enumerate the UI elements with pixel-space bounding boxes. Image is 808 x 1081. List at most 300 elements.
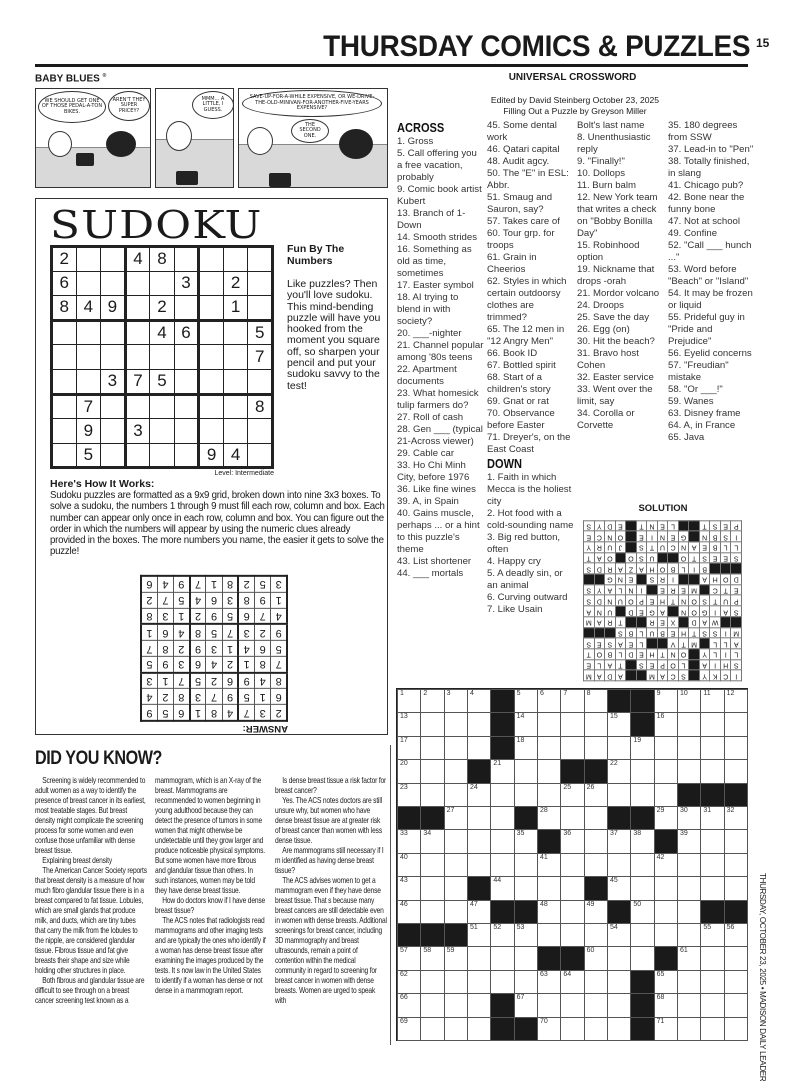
- crossword-cell[interactable]: [537, 993, 561, 1017]
- clue-number: 29: [656, 807, 665, 814]
- crossword-cell[interactable]: [444, 783, 468, 807]
- crossword-cell[interactable]: [724, 923, 748, 947]
- crossword-cell[interactable]: [467, 806, 491, 830]
- sudoku-cell[interactable]: 4: [150, 320, 175, 345]
- crossword-cell[interactable]: [584, 689, 608, 713]
- crossword-cell[interactable]: [630, 853, 654, 877]
- crossword-cell[interactable]: [607, 759, 631, 783]
- crossword-cell[interactable]: [420, 993, 444, 1017]
- crossword-cell[interactable]: [420, 712, 444, 736]
- sudoku-cell[interactable]: [199, 394, 224, 419]
- crossword-cell[interactable]: [607, 946, 631, 970]
- crossword-cell[interactable]: [654, 853, 678, 877]
- crossword-cell[interactable]: [420, 783, 444, 807]
- solution-black-cell: [689, 574, 700, 585]
- sudoku-cell[interactable]: [52, 394, 77, 419]
- solution-cell: B: [710, 531, 721, 542]
- crossword-cell[interactable]: [724, 1017, 748, 1041]
- sudoku-cell[interactable]: [174, 394, 199, 419]
- crossword-cell[interactable]: [560, 1017, 584, 1041]
- crossword-cell[interactable]: [444, 759, 468, 783]
- sudoku-cell[interactable]: 8: [52, 296, 77, 321]
- crossword-cell[interactable]: [467, 689, 491, 713]
- crossword-cell[interactable]: [560, 736, 584, 760]
- solution-black-cell: [636, 670, 647, 681]
- crossword-cell[interactable]: [514, 993, 538, 1017]
- sudoku-cell[interactable]: [174, 247, 199, 272]
- crossword-cell[interactable]: [654, 806, 678, 830]
- clue-number: 24: [470, 783, 478, 791]
- sudoku-cell[interactable]: [248, 271, 273, 296]
- solution-cell: I: [636, 585, 647, 596]
- crossword-cell[interactable]: [724, 759, 748, 783]
- crossword-cell[interactable]: [397, 829, 421, 853]
- crossword-cell[interactable]: [724, 970, 748, 994]
- sudoku-cell[interactable]: [125, 320, 150, 345]
- crossword-cell[interactable]: [584, 853, 608, 877]
- crossword-cell[interactable]: [700, 853, 724, 877]
- clue-number: 18: [516, 736, 525, 744]
- crossword-cell[interactable]: [630, 783, 654, 807]
- sudoku-cell[interactable]: [174, 345, 199, 370]
- crossword-cell[interactable]: [724, 712, 748, 736]
- sudoku-cell[interactable]: 2: [52, 247, 77, 272]
- crossword-cell[interactable]: [537, 806, 561, 830]
- sudoku-cell[interactable]: [174, 443, 199, 468]
- crossword-cell[interactable]: [724, 829, 748, 853]
- crossword-cell[interactable]: [444, 1017, 468, 1041]
- crossword-cell[interactable]: [560, 923, 584, 947]
- crossword-cell[interactable]: [654, 712, 678, 736]
- crossword-cell[interactable]: [467, 829, 491, 853]
- crossword-cell[interactable]: [677, 1017, 701, 1041]
- sudoku-cell[interactable]: 3: [174, 271, 199, 296]
- crossword-cell[interactable]: [397, 736, 421, 760]
- sudoku-cell[interactable]: [101, 320, 126, 345]
- clue-number: 44: [493, 877, 502, 885]
- sudoku-cell[interactable]: [174, 296, 199, 321]
- sudoku-cell[interactable]: [248, 296, 273, 321]
- sudoku-cell[interactable]: [52, 369, 77, 394]
- sudoku-cell[interactable]: 7: [125, 369, 150, 394]
- crossword-cell[interactable]: [467, 923, 491, 947]
- crossword-cell[interactable]: [700, 806, 724, 830]
- sudoku-cell[interactable]: [101, 394, 126, 419]
- crossword-cell[interactable]: [467, 993, 491, 1017]
- crossword-cell[interactable]: [537, 853, 561, 877]
- sudoku-cell[interactable]: 4: [125, 247, 150, 272]
- crossword-cell[interactable]: [467, 783, 491, 807]
- crossword-cell[interactable]: [420, 900, 444, 924]
- crossword-cell[interactable]: [467, 970, 491, 994]
- sudoku-cell[interactable]: 7: [248, 345, 273, 370]
- sudoku-cell[interactable]: [76, 247, 101, 272]
- crossword-cell[interactable]: [514, 970, 538, 994]
- solution-cell: S: [678, 670, 689, 681]
- sudoku-cell[interactable]: [125, 345, 150, 370]
- crossword-cell[interactable]: [630, 876, 654, 900]
- crossword-cell[interactable]: [584, 970, 608, 994]
- sudoku-cell[interactable]: [52, 345, 77, 370]
- crossword-cell[interactable]: [724, 993, 748, 1017]
- crossword-cell[interactable]: [654, 1017, 678, 1041]
- sudoku-cell[interactable]: [150, 394, 175, 419]
- crossword-cell[interactable]: [700, 876, 724, 900]
- sudoku-cell[interactable]: [199, 369, 224, 394]
- crossword-cell[interactable]: [397, 759, 421, 783]
- crossword-cell[interactable]: [397, 853, 421, 877]
- crossword-cell[interactable]: [654, 993, 678, 1017]
- crossword-cell[interactable]: [560, 876, 584, 900]
- crossword-cell[interactable]: [654, 759, 678, 783]
- sudoku-cell[interactable]: [52, 443, 77, 468]
- answer-cell: 9: [206, 608, 222, 624]
- clue: 29. Cable car: [397, 448, 455, 459]
- crossword-cell[interactable]: [537, 1017, 561, 1041]
- crossword-cell[interactable]: [490, 970, 514, 994]
- sudoku-cell[interactable]: [76, 345, 101, 370]
- crossword-cell[interactable]: [467, 712, 491, 736]
- crossword-cell[interactable]: [630, 900, 654, 924]
- crossword-cell[interactable]: [514, 946, 538, 970]
- crossword-cell[interactable]: [677, 970, 701, 994]
- crossword-cell[interactable]: [724, 876, 748, 900]
- sudoku-cell[interactable]: [76, 271, 101, 296]
- crossword-cell[interactable]: [584, 829, 608, 853]
- crossword-cell[interactable]: [537, 759, 561, 783]
- sudoku-cell[interactable]: 9: [101, 296, 126, 321]
- crossword-cell[interactable]: [397, 993, 421, 1017]
- crossword-cell[interactable]: [584, 806, 608, 830]
- crossword-cell[interactable]: [420, 970, 444, 994]
- solution-black-cell: [699, 638, 710, 649]
- crossword-cell[interactable]: [420, 946, 444, 970]
- crossword-cell[interactable]: [607, 876, 631, 900]
- crossword-cell[interactable]: [654, 970, 678, 994]
- sudoku-cell[interactable]: [199, 320, 224, 345]
- crossword-cell[interactable]: [514, 712, 538, 736]
- crossword-cell[interactable]: [607, 783, 631, 807]
- answer-cell: 5: [271, 640, 287, 656]
- crossword-cell[interactable]: [630, 829, 654, 853]
- sudoku-cell[interactable]: 2: [223, 271, 248, 296]
- crossword-cell[interactable]: [724, 853, 748, 877]
- sudoku-cell[interactable]: [101, 247, 126, 272]
- sudoku-cell[interactable]: 2: [150, 296, 175, 321]
- sudoku-cell[interactable]: [248, 419, 273, 444]
- crossword-cell[interactable]: [677, 993, 701, 1017]
- crossword-cell[interactable]: [444, 946, 468, 970]
- sudoku-cell[interactable]: [199, 345, 224, 370]
- clue-number: 63: [540, 970, 548, 978]
- sudoku-cell[interactable]: [223, 394, 248, 419]
- crossword-cell[interactable]: [630, 759, 654, 783]
- crossword-cell[interactable]: [654, 783, 678, 807]
- sudoku-cell[interactable]: [223, 320, 248, 345]
- solution-black-cell: [647, 638, 658, 649]
- crossword-cell[interactable]: [654, 689, 678, 713]
- sudoku-cell[interactable]: [76, 320, 101, 345]
- sudoku-cell[interactable]: [125, 443, 150, 468]
- crossword-cell[interactable]: [584, 1017, 608, 1041]
- crossword-cell[interactable]: [677, 853, 701, 877]
- crossword-cell[interactable]: [654, 900, 678, 924]
- crossword-cell[interactable]: [630, 923, 654, 947]
- answer-cell: 2: [190, 608, 206, 624]
- crossword-cell[interactable]: [444, 736, 468, 760]
- crossword-cell[interactable]: [537, 712, 561, 736]
- crossword-cell[interactable]: [607, 829, 631, 853]
- crossword-cell[interactable]: [560, 970, 584, 994]
- sudoku-cell[interactable]: [52, 320, 77, 345]
- crossword-cell[interactable]: [654, 923, 678, 947]
- sudoku-cell[interactable]: 3: [101, 369, 126, 394]
- crossword-cell[interactable]: [677, 736, 701, 760]
- sudoku-cell[interactable]: 8: [150, 247, 175, 272]
- crossword-cell[interactable]: [677, 689, 701, 713]
- crossword-cell[interactable]: [514, 759, 538, 783]
- crossword-cell[interactable]: [677, 900, 701, 924]
- sudoku-cell[interactable]: 4: [76, 296, 101, 321]
- sudoku-cell[interactable]: 9: [76, 419, 101, 444]
- crossword-cell[interactable]: [537, 736, 561, 760]
- crossword-cell[interactable]: [560, 993, 584, 1017]
- crossword-cell[interactable]: [677, 923, 701, 947]
- crossword-cell[interactable]: [677, 829, 701, 853]
- sudoku-cell[interactable]: [76, 369, 101, 394]
- crossword-cell[interactable]: [444, 689, 468, 713]
- solution-cell: A: [720, 606, 731, 617]
- crossword-cell[interactable]: [490, 923, 514, 947]
- sudoku-cell[interactable]: 9: [199, 443, 224, 468]
- crossword-cell[interactable]: [677, 759, 701, 783]
- crossword-cell[interactable]: [514, 736, 538, 760]
- crossword-cell[interactable]: [700, 759, 724, 783]
- crossword-cell[interactable]: [397, 783, 421, 807]
- crossword-cell[interactable]: [514, 876, 538, 900]
- crossword-cell[interactable]: [537, 689, 561, 713]
- crossword-cell[interactable]: [537, 970, 561, 994]
- crossword-cell[interactable]: [397, 946, 421, 970]
- crossword-cell[interactable]: [537, 876, 561, 900]
- crossword-cell[interactable]: [467, 1017, 491, 1041]
- crossword-cell[interactable]: [467, 946, 491, 970]
- crossword-cell[interactable]: [700, 736, 724, 760]
- answer-cell: 8: [190, 624, 206, 640]
- crossword-cell[interactable]: [490, 759, 514, 783]
- crossword-cell[interactable]: [607, 736, 631, 760]
- crossword-cell[interactable]: [700, 970, 724, 994]
- crossword-cell[interactable]: [514, 923, 538, 947]
- crossword-cell[interactable]: [397, 1017, 421, 1041]
- sudoku-cell[interactable]: [248, 369, 273, 394]
- crossword-cell[interactable]: [724, 806, 748, 830]
- crossword-cell[interactable]: [724, 689, 748, 713]
- sudoku-cell[interactable]: [125, 296, 150, 321]
- crossword-cell[interactable]: [490, 806, 514, 830]
- solution-cell: H: [657, 595, 668, 606]
- crossword-cell[interactable]: [654, 736, 678, 760]
- crossword-cell[interactable]: [444, 993, 468, 1017]
- crossword-cell[interactable]: [700, 1017, 724, 1041]
- crossword-cell[interactable]: [700, 712, 724, 736]
- crossword-cell[interactable]: [467, 853, 491, 877]
- crossword-cell[interactable]: [584, 993, 608, 1017]
- crossword-cell[interactable]: [677, 712, 701, 736]
- sudoku-cell[interactable]: 5: [150, 369, 175, 394]
- solution-cell: E: [636, 606, 647, 617]
- clue-number: 32: [726, 807, 735, 814]
- solution-row: [584, 574, 742, 585]
- solution-black-cell: [678, 574, 689, 585]
- crossword-cell[interactable]: [397, 900, 421, 924]
- crossword-cell[interactable]: [560, 900, 584, 924]
- crossword-cell[interactable]: [560, 783, 584, 807]
- crossword-cell[interactable]: [420, 829, 444, 853]
- sudoku-cell[interactable]: [223, 345, 248, 370]
- crossword-cell[interactable]: [584, 900, 608, 924]
- sudoku-cell[interactable]: [150, 345, 175, 370]
- crossword-cell[interactable]: [444, 900, 468, 924]
- crossword-cell[interactable]: [607, 970, 631, 994]
- sudoku-cell[interactable]: [150, 419, 175, 444]
- sudoku-cell[interactable]: [248, 443, 273, 468]
- sudoku-cell[interactable]: [174, 369, 199, 394]
- crossword-cell[interactable]: [537, 783, 561, 807]
- sudoku-cell[interactable]: [52, 419, 77, 444]
- sudoku-cell[interactable]: 6: [174, 320, 199, 345]
- crossword-cell[interactable]: [490, 946, 514, 970]
- crossword-cell[interactable]: [397, 689, 421, 713]
- crossword-cell[interactable]: [560, 853, 584, 877]
- crossword-cell[interactable]: [607, 1017, 631, 1041]
- crossword-cell[interactable]: [584, 712, 608, 736]
- sudoku-cell[interactable]: 5: [248, 320, 273, 345]
- crossword-black-cell: [490, 993, 514, 1017]
- sudoku-cell[interactable]: [101, 345, 126, 370]
- sudoku-cell[interactable]: [150, 443, 175, 468]
- crossword-cell[interactable]: [560, 689, 584, 713]
- sudoku-cell[interactable]: [223, 247, 248, 272]
- crossword-cell[interactable]: [444, 829, 468, 853]
- crossword-cell[interactable]: [724, 946, 748, 970]
- crossword-cell[interactable]: [630, 946, 654, 970]
- crossword-cell[interactable]: [584, 783, 608, 807]
- crossword-cell[interactable]: [514, 853, 538, 877]
- crossword-cell[interactable]: [607, 712, 631, 736]
- crossword-cell[interactable]: [700, 923, 724, 947]
- crossword-cell[interactable]: [397, 876, 421, 900]
- sudoku-cell[interactable]: 5: [76, 443, 101, 468]
- sudoku-cell[interactable]: [125, 271, 150, 296]
- sudoku-cell[interactable]: [248, 247, 273, 272]
- sudoku-cell[interactable]: [101, 271, 126, 296]
- crossword-cell[interactable]: [444, 853, 468, 877]
- crossword-cell[interactable]: [607, 993, 631, 1017]
- sudoku-cell[interactable]: 1: [223, 296, 248, 321]
- crossword-cell[interactable]: [420, 876, 444, 900]
- crossword-cell[interactable]: [420, 759, 444, 783]
- crossword-cell[interactable]: [397, 712, 421, 736]
- crossword-cell[interactable]: [584, 923, 608, 947]
- crossword-cell[interactable]: [724, 736, 748, 760]
- crossword-cell[interactable]: [677, 946, 701, 970]
- sudoku-cell[interactable]: [125, 394, 150, 419]
- crossword-cell[interactable]: [700, 689, 724, 713]
- crossword-cell[interactable]: [467, 736, 491, 760]
- crossword-cell[interactable]: [444, 970, 468, 994]
- sudoku-cell[interactable]: [101, 443, 126, 468]
- crossword-cell[interactable]: [537, 923, 561, 947]
- crossword-cell[interactable]: [444, 806, 468, 830]
- sudoku-cell[interactable]: [174, 419, 199, 444]
- crossword-cell[interactable]: [420, 1017, 444, 1041]
- sudoku-cell[interactable]: 4: [223, 443, 248, 468]
- crossword-cell[interactable]: [560, 712, 584, 736]
- crossword-cell[interactable]: [630, 736, 654, 760]
- crossword-cell[interactable]: [514, 689, 538, 713]
- sudoku-cell[interactable]: [223, 419, 248, 444]
- crossword-cell[interactable]: [700, 829, 724, 853]
- crossword-cell[interactable]: [654, 876, 678, 900]
- crossword-cell[interactable]: [607, 923, 631, 947]
- crossword-cell[interactable]: [514, 783, 538, 807]
- sudoku-cell[interactable]: 3: [125, 419, 150, 444]
- crossword-cell[interactable]: [607, 853, 631, 877]
- crossword-cell[interactable]: [700, 993, 724, 1017]
- crossword-cell[interactable]: [467, 900, 491, 924]
- crossword-cell[interactable]: [490, 829, 514, 853]
- sudoku-cell[interactable]: [150, 271, 175, 296]
- crossword-cell[interactable]: [560, 829, 584, 853]
- sudoku-cell[interactable]: 8: [248, 394, 273, 419]
- sudoku-cell[interactable]: [101, 419, 126, 444]
- crossword-cell[interactable]: [420, 736, 444, 760]
- crossword-cell[interactable]: [490, 853, 514, 877]
- sudoku-cell[interactable]: 7: [76, 394, 101, 419]
- crossword-cell[interactable]: [514, 829, 538, 853]
- crossword-cell[interactable]: [420, 689, 444, 713]
- crossword-cell[interactable]: [700, 946, 724, 970]
- crossword-cell[interactable]: [584, 736, 608, 760]
- sudoku-cell[interactable]: [223, 369, 248, 394]
- solution-cell: S: [584, 595, 595, 606]
- clue: 34. Corolla or Corvette: [577, 408, 635, 431]
- crossword-cell[interactable]: [677, 806, 701, 830]
- crossword-cell[interactable]: [677, 876, 701, 900]
- crossword-cell[interactable]: [397, 970, 421, 994]
- crossword-cell[interactable]: [537, 900, 561, 924]
- answer-cell: 2: [255, 624, 271, 640]
- crossword-cell[interactable]: [560, 806, 584, 830]
- solution-cell: I: [710, 659, 721, 670]
- how-it-works-heading: Here's How It Works:: [50, 478, 155, 490]
- crossword-cell[interactable]: [444, 712, 468, 736]
- sudoku-cell[interactable]: [199, 419, 224, 444]
- sudoku-cell[interactable]: 6: [52, 271, 77, 296]
- sudoku-cell[interactable]: [199, 296, 224, 321]
- sudoku-cell[interactable]: [199, 247, 224, 272]
- clue: 53. Word before "Beach" or "Island": [668, 264, 749, 287]
- crossword-cell[interactable]: [444, 876, 468, 900]
- crossword-cell[interactable]: [490, 876, 514, 900]
- crossword-cell[interactable]: [490, 783, 514, 807]
- answer-cell: 3: [157, 608, 173, 624]
- sudoku-cell[interactable]: [199, 271, 224, 296]
- answer-cell: 7: [271, 656, 287, 672]
- crossword-cell[interactable]: [420, 853, 444, 877]
- crossword-cell[interactable]: [584, 946, 608, 970]
